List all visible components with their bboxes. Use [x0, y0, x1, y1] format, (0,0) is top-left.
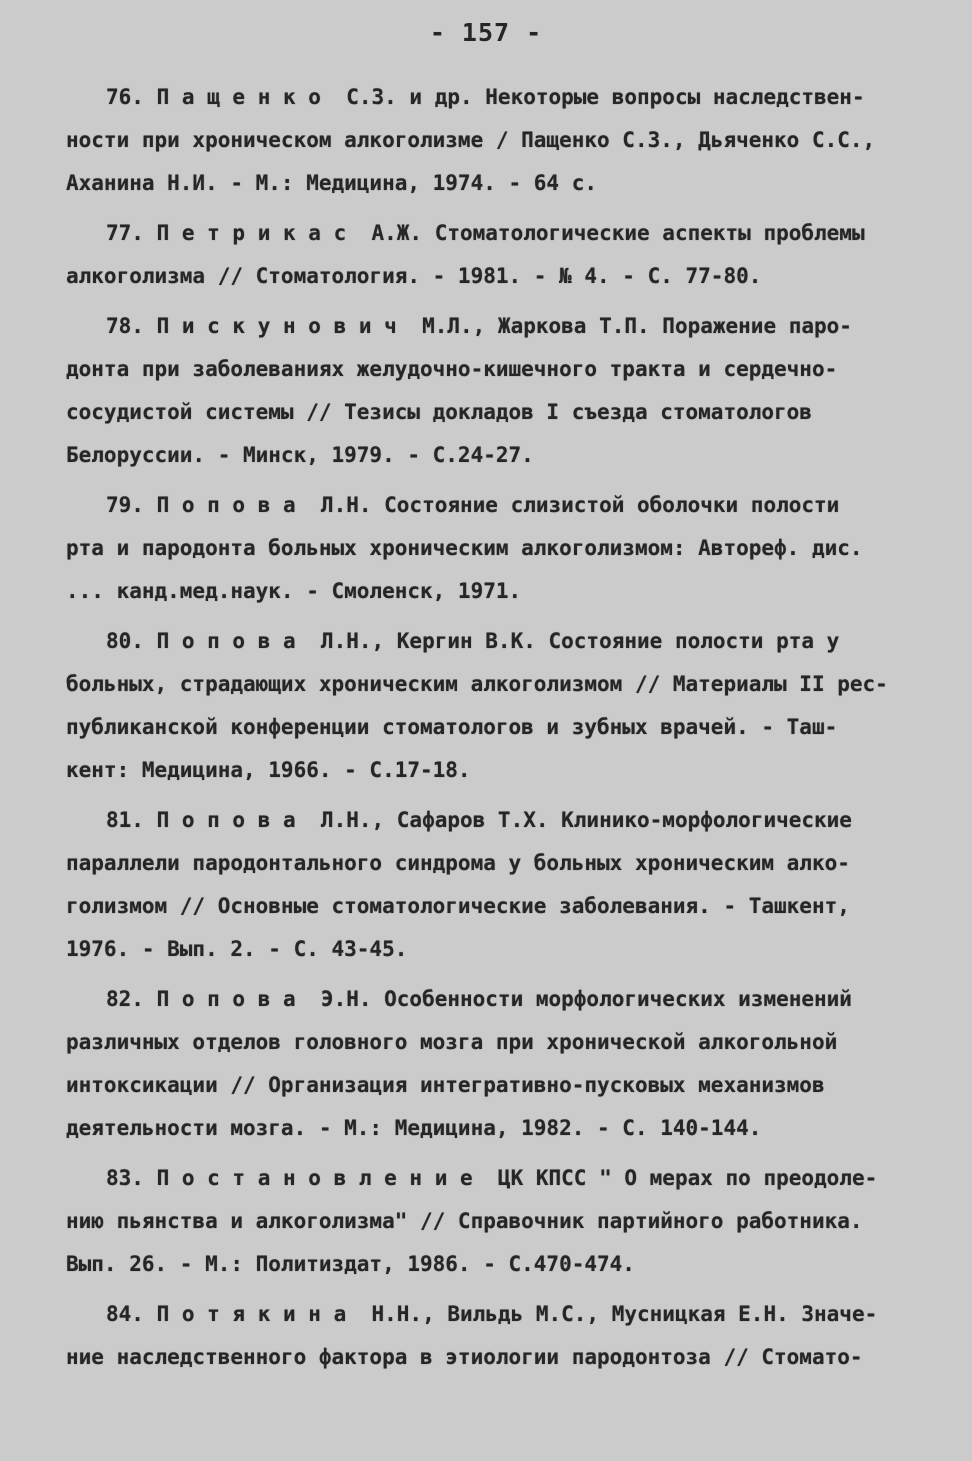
entry-first-line: 76. П а щ е н к о С.З. и др. Некоторые вопросы наследствен-: [106, 85, 865, 109]
entry-line: ние наследственного фактора в этиологии пародонтоза // Стомато-: [66, 1345, 863, 1369]
entry-line: 1976. - Вып. 2. - С. 43-45.: [66, 937, 408, 961]
entry-first-line: 81. П о п о в а Л.Н., Сафаров Т.Х. Клинико-морфологические: [106, 808, 852, 832]
entry-line: параллели пародонтального синдрома у больных хроническим алко-: [66, 851, 850, 875]
bibliography-entry: [66, 76, 916, 205]
entry-first-line: 82. П о п о в а Э.Н. Особенности морфологических изменений: [106, 987, 852, 1011]
entry-line: больных, страдающих хроническим алкоголизмом // Материалы II рес-: [66, 672, 888, 696]
entry-first-line: 77. П е т р и к а с А.Ж. Стоматологические аспекты проблемы: [106, 221, 865, 245]
entry-line: интоксикации // Организация интегративно-пусковых механизмов: [66, 1073, 825, 1097]
entry-line: донта при заболеваниях желудочно-кишечного тракта и сердечно-: [66, 357, 838, 381]
entry-line: публиканской конференции стоматологов и зубных врачей. - Таш-: [66, 715, 838, 739]
entry-line: Аханина Н.И. - М.: Медицина, 1974. - 64 с.: [66, 171, 598, 195]
bibliography-entry: [66, 1157, 916, 1286]
entry-line: нию пьянства и алкоголизма" // Справочник партийного работника.: [66, 1209, 863, 1233]
entry-line: деятельности мозга. - М.: Медицина, 1982. - С. 140-144.: [66, 1116, 762, 1140]
bibliography-list: [66, 76, 916, 1386]
entry-first-line: 83. П о с т а н о в л е н и е ЦК КПСС " О мерах по преодоле-: [106, 1166, 878, 1190]
entry-first-line: 79. П о п о в а Л.Н. Состояние слизистой оболочки полости: [106, 493, 840, 517]
entry-line: голизмом // Основные стоматологические заболевания. - Ташкент,: [66, 894, 850, 918]
entry-first-line: 78. П и с к у н о в и ч М.Л., Жаркова Т.П. Поражение паро-: [106, 314, 852, 338]
bibliography-entry: [66, 1293, 916, 1379]
entry-line: Белоруссии. - Минск, 1979. - С.24-27.: [66, 443, 534, 467]
bibliography-entry: [66, 484, 916, 613]
entry-first-line: 84. П о т я к и н а Н.Н., Вильдь М.С., Мусницкая Е.Н. Значе-: [106, 1302, 878, 1326]
page-number: - 157 -: [429, 18, 543, 47]
entry-first-line: 80. П о п о в а Л.Н., Кергин В.К. Состояние полости рта у: [106, 629, 840, 653]
bibliography-entry: [66, 978, 916, 1150]
entry-line: ... канд.мед.наук. - Смоленск, 1971.: [66, 579, 522, 603]
entry-line: различных отделов головного мозга при хронической алкогольной: [66, 1030, 838, 1054]
entry-line: алкоголизма // Стоматология. - 1981. - № 4. - С. 77-80.: [66, 264, 762, 288]
entry-line: кент: Медицина, 1966. - С.17-18.: [66, 758, 471, 782]
entry-line: сосудистой системы // Тезисы докладов I съезда стоматологов: [66, 400, 812, 424]
bibliography-entry: [66, 212, 916, 298]
entry-line: рта и пародонта больных хроническим алкоголизмом: Автореф. дис.: [66, 536, 863, 560]
entry-line: ности при хроническом алкоголизме / Пащенко С.З., Дьяченко С.С.,: [66, 128, 876, 152]
bibliography-entry: [66, 305, 916, 477]
entry-line: Вып. 26. - М.: Политиздат, 1986. - С.470-474.: [66, 1252, 635, 1276]
bibliography-entry: [66, 799, 916, 971]
bibliography-entry: [66, 620, 916, 792]
